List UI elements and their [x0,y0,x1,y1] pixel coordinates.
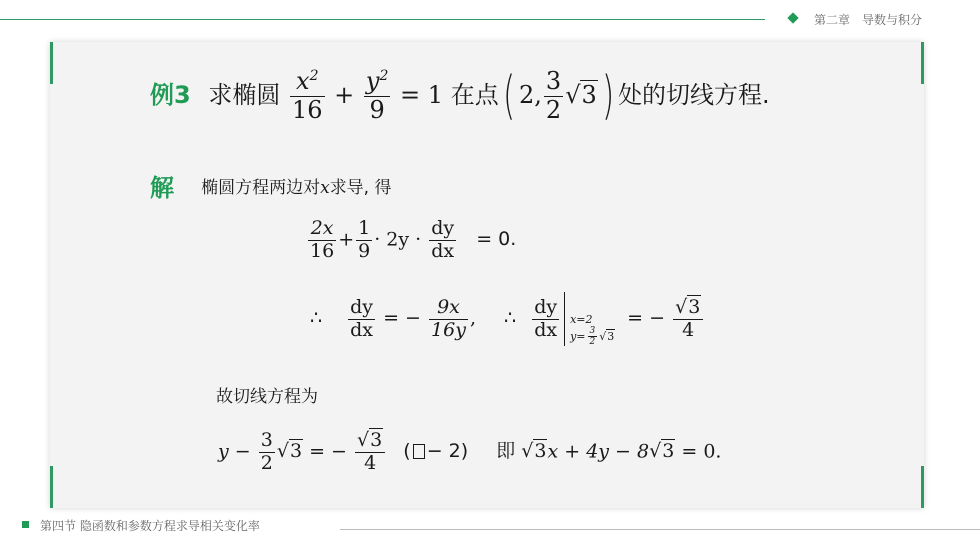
step-rhs: = 0. [476,228,517,251]
tangent-lhs: y − [218,440,251,463]
tangent-final-end: = 0. [681,440,722,463]
fraction-9x-16y: $\frac{9x}{16y}$ [431,295,466,341]
equals-minus: = − [309,440,347,463]
point-x: 2, [519,81,542,110]
intro-var: x [320,178,330,198]
equals-minus: = − [383,307,421,329]
solution-intro [150,168,392,203]
sqrt-3: √3 [565,81,597,110]
tangent-intro: 故切线方程为 [216,387,318,407]
fraction-dy-dx: $\frac{dy}{dx}$ [534,295,558,341]
fraction-1-9: $\frac{1}{9}$ [358,217,371,262]
sqrt-3: √3 [521,440,547,463]
example-text: 在点 [450,81,499,110]
therefore-symbol: ∴ [310,307,323,329]
header-rule [0,19,765,20]
square-bullet-icon [22,521,29,528]
content-card [50,42,924,508]
intro-text: 椭圆方程两边对 [201,178,321,198]
example-label: 例3 [150,81,191,110]
placeholder-box-icon [413,444,425,459]
sqrt-3: √3 [649,440,675,463]
tangent-factor: ( − 2) [403,440,469,463]
tangent-ji: 即 [496,440,516,463]
example-text: 求椭圆 [208,81,281,110]
equals-minus: = − [627,307,666,329]
chapter-title: 第二章 导数与积分 [814,13,923,27]
footer-rule [340,529,980,530]
fraction-x2-16: $\frac{x^2}{16}$ [291,67,323,124]
example-statement: 例3 求椭圆 $\frac{x^2}{16}$ + $\frac{y^2}{9}$ = 1 在点( 2, $\frac{3}{2}$ √3) 处的切线方程. [150,66,770,127]
evaluation-conditions: x=2 y= $\frac{3}{2}$ √3 [570,313,615,348]
sqrt-3: √3 [276,440,303,463]
evaluation-bar [564,292,621,346]
fraction-3-2: $\frac{3}{2}$ [260,429,273,474]
solution-label: 解 [150,174,174,202]
corner-accent [50,466,53,508]
fraction-dy-dx: $\frac{dy}{dx}$ [431,217,455,262]
fraction-dy-dx: $\frac{dy}{dx}$ [350,295,374,341]
fraction-2x-16: $\frac{2x}{16}$ [310,217,335,262]
step-mid: · 2y · [374,228,422,251]
fraction-sqrt3-4: $\frac{√3}{4}$ [355,430,385,475]
fraction-sqrt3-4: $\frac{√3}{4}$ [673,297,703,342]
diamond-icon [787,12,798,23]
therefore-symbol: ∴ [504,307,517,329]
example-text: 处的切线方程. [618,81,770,110]
section-title: 第四节 隐函数和参数方程求导相关变化率 [40,519,260,533]
fraction-3-2: $\frac{3}{2}$ [545,67,562,124]
derivative-step: $\frac{2x}{16}$ + $\frac{1}{9}$ · 2y · $\frac{dy}{dx}$ = 0. [310,217,517,262]
tangent-final: x + 4y − 8 [547,440,650,463]
equation-rhs: = 1 [400,81,444,110]
fraction-y2-9: $\frac{y^2}{9}$ [365,67,389,124]
intro-text: 求导, 得 [329,178,392,198]
derivative-result: ∴ $\frac{dy}{dx}$ = − $\frac{9x}{16y}$ , ∴ $\frac{dy}{dx}$ x=2 y= $\frac{3}{2}$ √3 = − $\frac{√3}{4}$ [310,292,705,346]
corner-accent [921,466,924,508]
tangent-equation [218,430,721,475]
